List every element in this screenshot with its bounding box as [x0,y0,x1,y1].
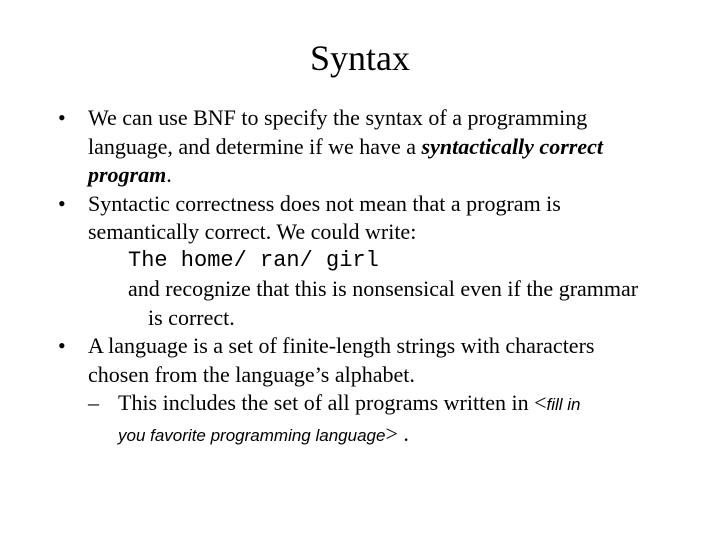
sub-bullet-text: > . [385,420,409,446]
code-example: The home/ ran/ girl [128,247,379,273]
bullet-text: Syntactic correctness does not mean that a program is [88,190,561,216]
bullet-text: We can use BNF to specify the syntax of a programming [88,105,588,130]
bullet-text: and recognize that this is nonsensical even if the grammar [128,276,639,301]
sub-bullet-text-line [118,420,698,451]
placeholder-text: you favorite programming language [118,425,386,445]
slide-body [58,104,698,450]
bullet-text: language, and determine if we have a [88,133,422,159]
bullet-bnf [58,104,698,190]
bullet-marker: • [58,333,66,358]
bullet-text: chosen from the language’s alphabet. [88,361,415,387]
bullet-language [58,332,698,389]
bullet-text: A language is a set of finite-length strings with characters [88,333,595,358]
sub-bullet-marker: – [88,390,99,415]
bullet-marker: • [58,190,66,216]
bullet-text: semantically correct. We could write: [88,219,417,244]
placeholder-text: fill in [546,395,581,414]
bullet-marker: • [58,105,66,130]
bullet-text: . [166,162,172,187]
sub-bullet-text-line [118,389,698,420]
bullet-text: is correct. [148,304,235,330]
bullet-text-line [88,133,698,162]
emphasis-text: program [88,162,167,187]
bullet-semantics [58,190,698,333]
emphasis-text: syntactically correct [421,133,603,159]
sub-bullet-programs [58,389,698,450]
slide-title: Syntax [309,38,410,78]
sub-bullet-text: This includes the set of all programs written in < [118,390,547,415]
bullet-text-line [88,161,698,190]
